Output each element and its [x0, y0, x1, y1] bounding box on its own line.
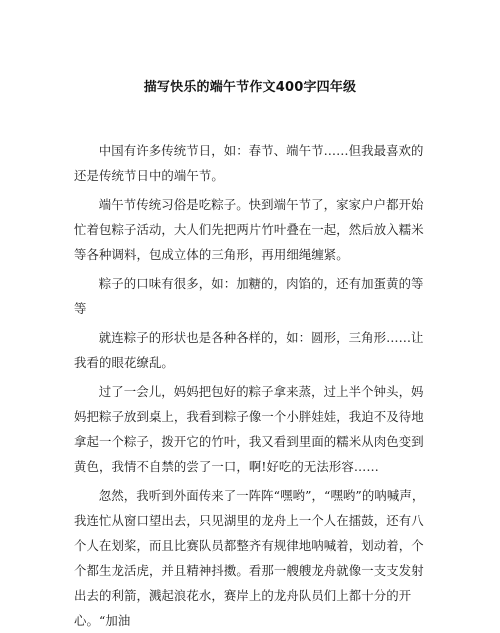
paragraph: 中国有许多传统节日，如：春节、端午节……但我最喜欢的还是传统节日中的端午节。 — [74, 143, 424, 183]
paragraph: 粽子的口味有很多，如：加糖的，肉馅的，还有加蛋黄的等等 — [74, 276, 424, 316]
paragraph: 过了一会儿，妈妈把包好的粽子拿来蒸，过上半个钟头，妈妈把粽子放到桌上，我看到粽子像一个小胖娃娃，我迫不及待地拿起一个粽子，拨开它的竹叶，我又看到里面的糯米从肉色变到黄色，我情不自禁的尝了一口，啊!好吃的无法形容…… — [74, 384, 424, 474]
paragraph: 忽然，我听到外面传来了一阵阵“嘿哟”，“嘿哟”的呐喊声，我连忙从窗口望出去，只见湖里的龙舟上一个人在擂鼓，还有八个人在划桨，而且比赛队员都整齐有规律地呐喊着，划动着，个个都生龙活虎，并且精神抖擞。看那一艘艘龙舟就像一支支发射出去的利箭，溅起浪花水，赛岸上的龙舟队员们上都十分的开心。“加油 — [74, 488, 425, 628]
document-title: 描写快乐的端午节作文400字四年级 — [143, 80, 357, 95]
document-body — [74, 138, 429, 633]
paragraph: 端午节传统习俗是吃粽子。快到端午节了，家家户户都开始忙着包粽子活动，大人们先把两片竹叶叠在一起，然后放入糯米等各种调料，包成立体的三角形，再用细绳缠紧。 — [74, 197, 424, 262]
paragraph: 就连粽子的形状也是各种各样的，如：圆形，三角形……让我看的眼花缭乱。 — [74, 330, 424, 370]
